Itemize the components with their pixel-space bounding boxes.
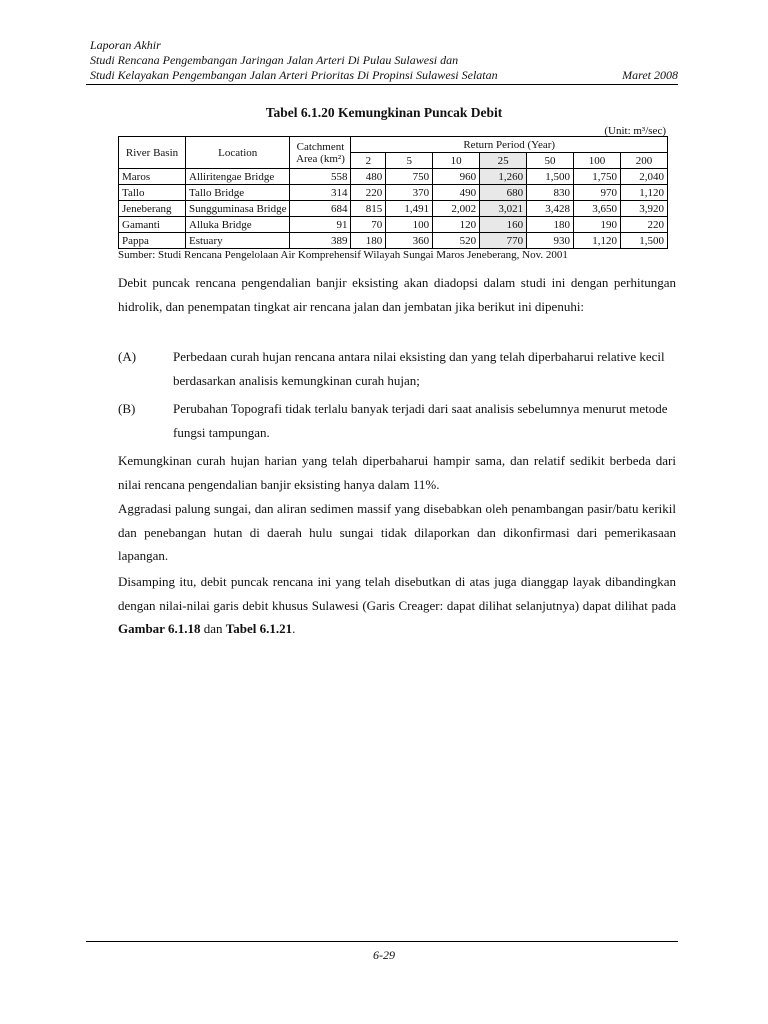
- paragraph-1: Debit puncak rencana pengendalian banjir eksisting akan diadopsi dalam studi ini dengan perhitungan hidrolik, dan penempatan tingkat air rencana jalan dan jembatan jika berikut ini dipenuhi:: [118, 275, 676, 314]
- list-text-b: Perubahan Topografi tidak terlalu banyak terjadi dari saat analisis sebelumnya menurut metode fungsi tampungan.: [173, 401, 668, 440]
- table-unit: (Unit: m³/sec): [604, 125, 666, 137]
- paragraph-2: Kemungkinan curah hujan harian yang telah diperbaharui hampir sama, dan relatif sedikit berbeda dari nilai rencana pengendalian banjir eksisting hanya dalam 11%.: [118, 453, 676, 492]
- list-label-a: (A): [118, 349, 137, 364]
- page-number: 6-29: [373, 948, 395, 962]
- period-header: 25: [480, 153, 527, 169]
- table-row: Maros Alliritengae Bridge 558 480 750 960 1,260 1,500 1,750 2,040: [119, 169, 668, 185]
- page-header: [90, 38, 678, 83]
- table-row: Gamanti Alluka Bridge 91 70 100 120 160 180 190 220: [119, 217, 668, 233]
- table-row: Pappa Estuary 389 180 360 520 770 930 1,120 1,500: [119, 233, 668, 249]
- period-header: 5: [386, 153, 433, 169]
- header-divider: [86, 84, 678, 85]
- peak-discharge-table: [118, 136, 668, 249]
- period-header: 50: [527, 153, 574, 169]
- list-text-a: Perbedaan curah hujan rencana antara nilai eksisting dan yang telah diperbaharui relative kecil berdasarkan analisis kemungkinan curah hujan;: [173, 349, 665, 388]
- col-header-catchment: Catchment Area (km²): [290, 137, 351, 169]
- study-title-line2: Studi Kelayakan Pengembangan Jalan Arteri Prioritas Di Propinsi Sulawesi Selatan: [90, 68, 498, 82]
- table-reference: Tabel 6.1.21: [225, 621, 293, 636]
- period-header: 200: [620, 153, 667, 169]
- period-header: 2: [351, 153, 386, 169]
- list-label-b: (B): [118, 401, 136, 416]
- period-header: 10: [433, 153, 480, 169]
- table-title: Tabel 6.1.20 Kemungkinan Puncak Debit: [265, 105, 503, 120]
- report-type: Laporan Akhir: [90, 38, 161, 52]
- study-title-line1: Studi Rencana Pengembangan Jaringan Jalan Arteri Di Pulau Sulawesi dan: [90, 53, 459, 67]
- col-header-return-period: Return Period (Year): [351, 137, 668, 153]
- figure-reference: Gambar 6.1.18: [118, 621, 201, 636]
- table-row: Jeneberang Sungguminasa Bridge 684 815 1,491 2,002 3,021 3,428 3,650 3,920: [119, 201, 668, 217]
- table-source: Sumber: Studi Rencana Pengelolaan Air Komprehensif Wilayah Sungai Maros Jeneberang, Nov. 2001: [118, 249, 568, 261]
- list-item-a: [118, 345, 676, 392]
- col-header-river-basin: River Basin: [119, 137, 186, 169]
- study-title-row: [90, 68, 678, 83]
- paragraph-3: Aggradasi palung sungai, dan aliran sedimen massif yang disebabkan oleh penambangan pasir/batu kerikil dan penebangan hutan di daerah hulu sungai tidak dilaporkan dan dikonfirmasi dari pemerikasaan lapangan.: [118, 501, 676, 563]
- report-date: Maret 2008: [622, 68, 678, 82]
- paragraph-4: Disamping itu, debit puncak rencana ini yang telah disebutkan di atas juga dianggap layak dibandingkan dengan nilai-nilai garis debit khusus Sulawesi (Garis Creager: dapat dilihat selanjutnya) dapat dilihat pada Gambar 6.1.18 dan Tabel 6.1.21.: [118, 574, 676, 636]
- col-header-location: Location: [186, 137, 290, 169]
- list-item-b: [118, 397, 676, 444]
- table-row: Tallo Tallo Bridge 314 220 370 490 680 830 970 1,120: [119, 185, 668, 201]
- period-header: 100: [574, 153, 621, 169]
- footer-divider: [86, 941, 678, 942]
